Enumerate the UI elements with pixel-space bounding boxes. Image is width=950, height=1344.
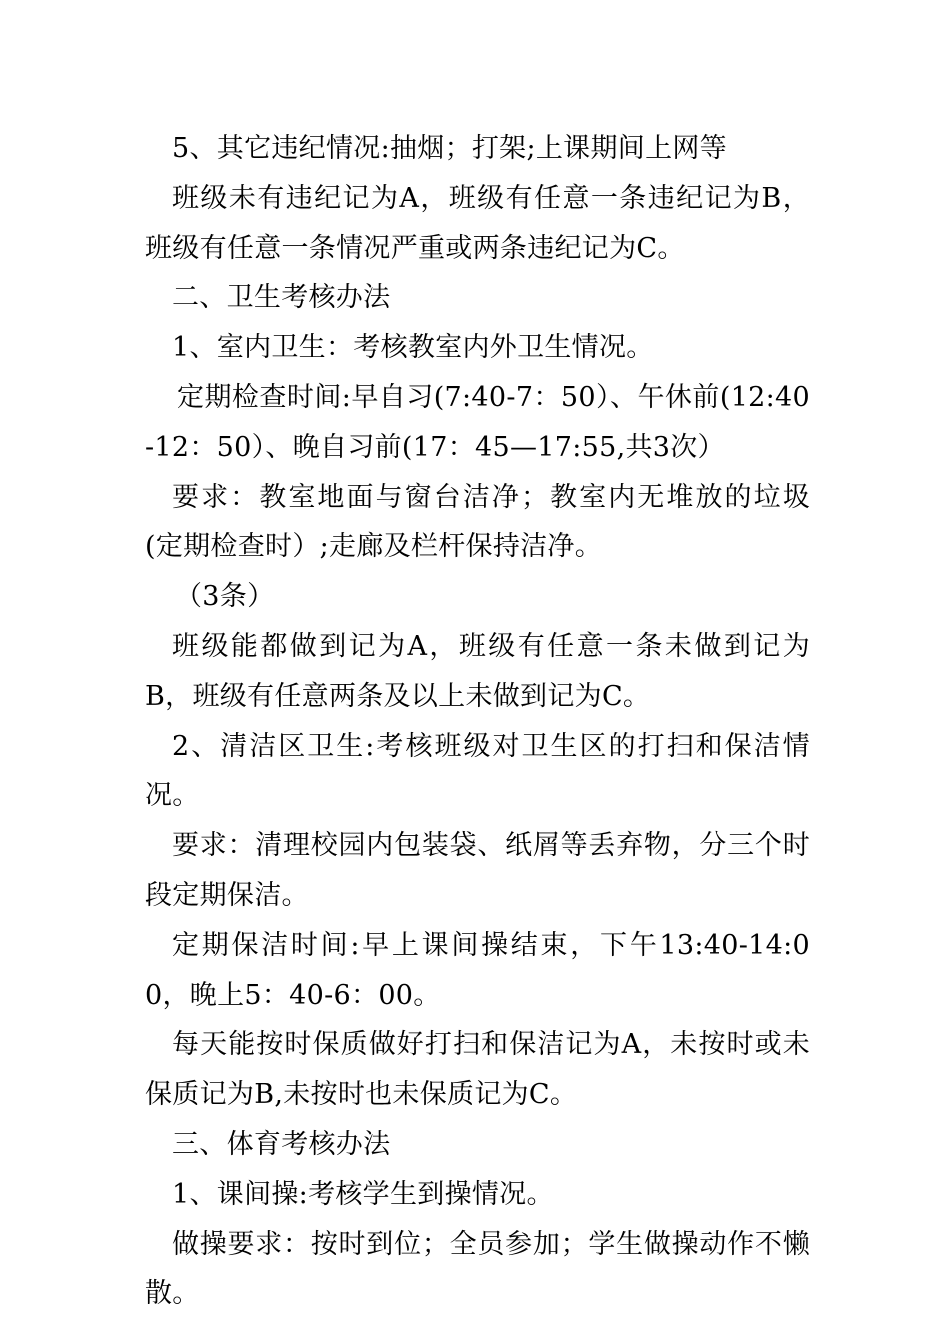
paragraph-hygiene-grading: 班级能都做到记为A，班级有任意一条未做到记为B，班级有任意两条及以上未做到记为C。 [145, 630, 810, 712]
paragraph-indoor-hygiene: 1、室内卫生：考核教室内外卫生情况。 [172, 332, 654, 364]
paragraph-exercise-break: 1、课间操:考核学生到操情况。 [172, 1178, 554, 1210]
paragraph-other-violations: 5、其它违纪情况:抽烟；打架;上课期间上网等 [172, 133, 727, 164]
paragraph-violation-grading: 班级未有违纪记为A，班级有任意一条违纪记为B，班级有任意一条情况严重或两条违纪记为C。 [145, 182, 810, 264]
paragraph-clean-area-requirements: 要求：清理校园内包装袋、纸屑等丢弃物，分三个时段定期保洁。 [145, 830, 810, 911]
paragraph-classroom-requirements: 要求：教室地面与窗台洁净；教室内无堆放的垃圾(定期检查时）;走廊及栏杆保持洁净。 [145, 481, 810, 563]
paragraph-inspection-times: 定期检查时间:早自习(7:40-7：50）、午休前(12:40-12：50）、晚自习前(17：45—17:55,共3次） [145, 381, 810, 463]
paragraph-three-items: （3条） [175, 581, 275, 613]
paragraph-cleaning-times: 定期保洁时间:早上课间操结束，下午13:40-14:00，晚上5：40-6：00。 [145, 929, 810, 1011]
document-body [145, 124, 810, 1319]
section-heading-hygiene: 二、卫生考核办法 [172, 282, 391, 314]
paragraph-exercise-requirements: 做操要求：按时到位；全员参加；学生做操动作不懒散。 [145, 1228, 810, 1310]
paragraph-clean-area: 2、清洁区卫生:考核班级对卫生区的打扫和保洁情况。 [145, 730, 810, 812]
paragraph-cleaning-grading: 每天能按时保质做好打扫和保洁记为A，未按时或未保质记为B,未按时也未保质记为C。 [145, 1029, 810, 1111]
section-heading-sports: 三、体育考核办法 [172, 1128, 391, 1160]
